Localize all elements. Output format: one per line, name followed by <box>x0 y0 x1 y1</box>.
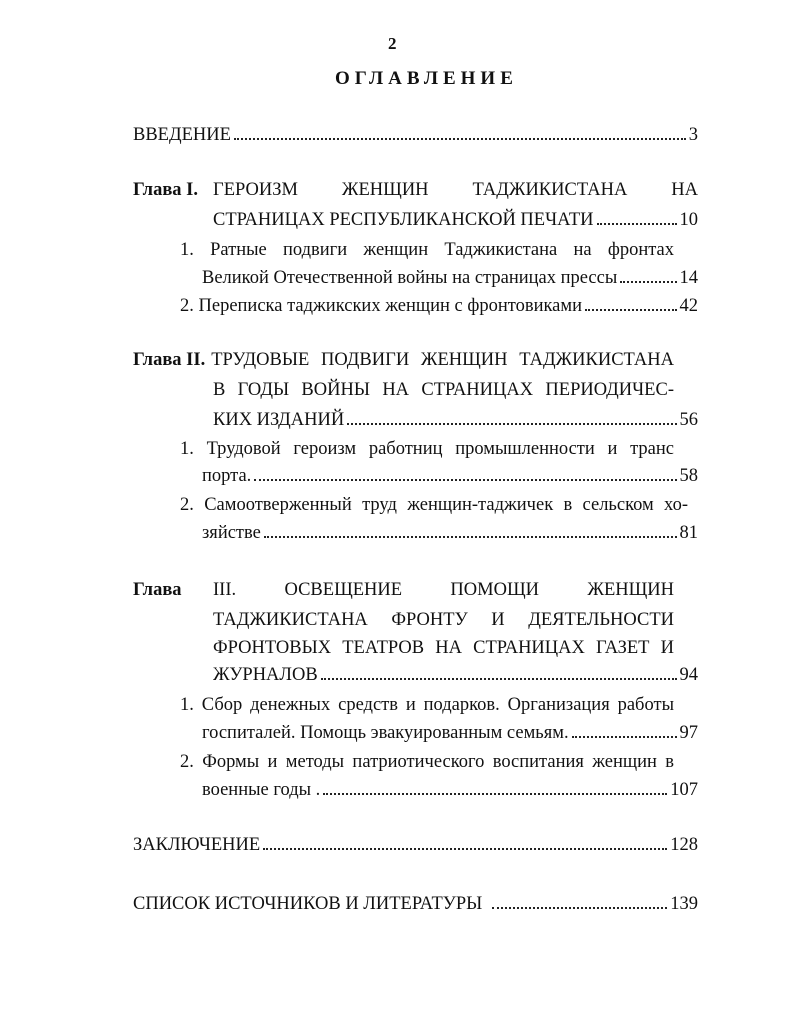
dot-leader <box>323 793 667 795</box>
dot-leader <box>585 309 676 311</box>
dot-leader <box>264 536 677 538</box>
chapter-title-line: ЖУРНАЛОВ <box>213 665 318 685</box>
toc-section-2-1-cont[interactable] <box>202 464 698 488</box>
section-title-line: 1. Сбор денежных средств и подарков. Организация работы <box>180 695 674 715</box>
chapter-title-line: КИХ ИЗДАНИЙ <box>213 410 345 430</box>
toc-chapter-1-heading[interactable] <box>133 178 698 202</box>
entry-label: ВВЕДЕНИЕ <box>133 125 231 145</box>
toc-chapter-1-heading-cont[interactable] <box>213 208 698 232</box>
chapter-label: Глава <box>133 580 182 600</box>
toc-section-3-2[interactable] <box>180 750 674 774</box>
toc-section-1-1[interactable] <box>180 238 674 262</box>
chapter-title-line: СТРАНИЦАХ РЕСПУБЛИКАНСКОЙ ПЕЧАТИ <box>213 210 594 230</box>
toc-section-2-2[interactable] <box>180 493 688 517</box>
dot-leader <box>321 678 677 680</box>
section-title-line: порта. <box>202 466 252 486</box>
section-title-line: 1. Трудовой героизм работниц промышленности и транс <box>180 439 674 459</box>
entry-page: 10 <box>679 210 698 230</box>
chapter-title-line: ТАДЖИКИСТАНА ФРОНТУ И ДЕЯТЕЛЬНОСТИ <box>213 610 674 630</box>
entry-page: 42 <box>679 296 698 316</box>
toc-section-3-1-cont[interactable] <box>202 721 698 745</box>
toc-chapter-2-heading-cont[interactable] <box>213 378 674 402</box>
entry-page: 139 <box>670 894 698 914</box>
toc-entry-conclusion[interactable] <box>133 833 698 857</box>
page-title: ОГЛАВЛЕНИЕ <box>335 68 518 89</box>
entry-page: 97 <box>679 723 698 743</box>
toc-entry-sources[interactable] <box>133 892 698 916</box>
section-title-line: 2. Переписка таджикских женщин с фронтовиками <box>180 296 583 316</box>
entry-page: 81 <box>679 523 698 543</box>
page-number: 2 <box>388 34 397 53</box>
chapter-title-line: ТРУДОВЫЕ ПОДВИГИ ЖЕНЩИН ТАДЖИКИСТАНА <box>211 350 674 370</box>
toc-chapter-3-heading-cont3[interactable] <box>213 663 698 687</box>
dot-leader <box>597 223 677 225</box>
entry-page: 58 <box>679 466 698 486</box>
entry-page: 94 <box>679 665 698 685</box>
toc-section-1-2[interactable] <box>180 294 698 318</box>
dot-leader <box>620 281 676 283</box>
toc-chapter-3-heading-cont[interactable] <box>213 608 674 632</box>
toc-chapter-2-heading[interactable] <box>133 348 674 372</box>
chapter-title-line: III. ОСВЕЩЕНИЕ ПОМОЩИ ЖЕНЩИН <box>213 580 674 600</box>
section-title-line: Великой Отечественной войны на страницах прессы <box>202 268 618 288</box>
dot-leader <box>347 423 676 425</box>
section-title-line: зяйстве <box>202 523 261 543</box>
dot-leader <box>234 138 686 140</box>
entry-label: СПИСОК ИСТОЧНИКОВ И ЛИТЕРАТУРЫ <box>133 894 483 914</box>
section-title-line: военные годы . <box>202 780 321 800</box>
dot-leader <box>263 848 667 850</box>
toc-section-2-1[interactable] <box>180 437 674 461</box>
dot-leader <box>254 479 676 481</box>
section-title-line: 2. Самоотверженный труд женщин-таджичек в сельском хо- <box>180 495 688 515</box>
chapter-label: Глава II. <box>133 350 206 370</box>
toc-section-3-2-cont[interactable] <box>202 778 698 802</box>
chapter-title-line: В ГОДЫ ВОЙНЫ НА СТРАНИЦАХ ПЕРИОДИЧЕС- <box>213 380 674 400</box>
entry-page: 128 <box>670 835 698 855</box>
dot-leader <box>572 736 677 738</box>
section-title-line: 2. Формы и методы патриотического воспитания женщин в <box>180 752 674 772</box>
toc-section-2-2-cont[interactable] <box>202 521 698 545</box>
entry-page: 14 <box>679 268 698 288</box>
entry-label: ЗАКЛЮЧЕНИЕ <box>133 835 261 855</box>
section-title-line: госпиталей. Помощь эвакуированным семьям. <box>202 723 569 743</box>
chapter-label: Глава I. <box>133 180 199 200</box>
toc-section-3-1[interactable] <box>180 693 674 717</box>
entry-page: 56 <box>679 410 698 430</box>
toc-entry-intro[interactable] <box>133 123 698 147</box>
entry-page: 107 <box>670 780 698 800</box>
toc-chapter-3-heading[interactable] <box>133 578 674 602</box>
toc-chapter-2-heading-cont2[interactable] <box>213 408 698 432</box>
chapter-title-line: ГЕРОИЗМ ЖЕНЩИН ТАДЖИКИСТАНА НА <box>213 180 698 200</box>
section-title-line: 1. Ратные подвиги женщин Таджикистана на фронтах <box>180 240 674 260</box>
chapter-title-line: ФРОНТОВЫХ ТЕАТРОВ НА СТРАНИЦАХ ГАЗЕТ И <box>213 638 674 658</box>
entry-page: 3 <box>688 125 698 145</box>
dot-leader <box>492 907 667 909</box>
toc-chapter-3-heading-cont2[interactable] <box>213 636 674 660</box>
toc-section-1-1-cont[interactable] <box>202 266 698 290</box>
